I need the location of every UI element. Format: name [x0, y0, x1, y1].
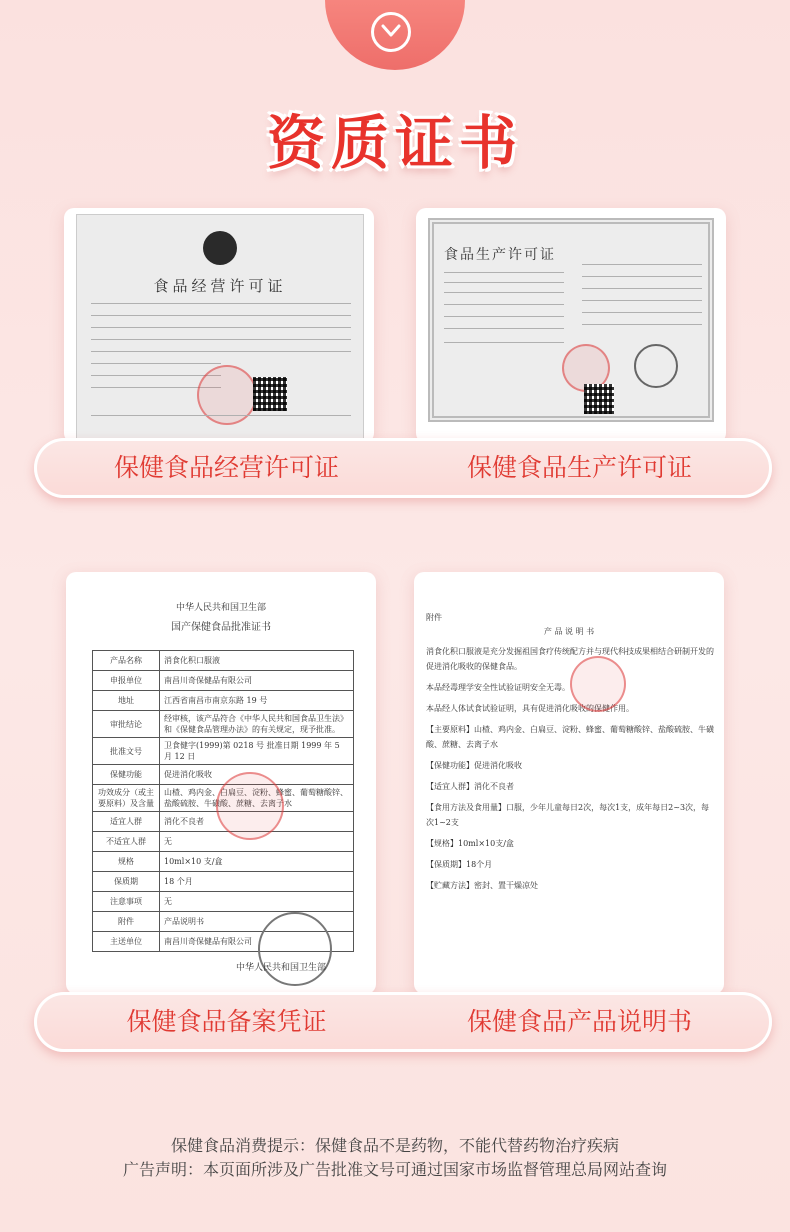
filing-certificate-label: 保健食品备案凭证	[126, 1007, 327, 1036]
manual-paragraph: 【贮藏方法】密封、置干燥凉处	[426, 881, 538, 890]
row-value: 山楂、鸡内金、白扁豆、淀粉、蜂蜜、葡萄糖酸锌、盐酸硫胺、牛磺酸、蔗糖、去离子水	[160, 785, 354, 812]
row-value: 产品说明书	[160, 912, 354, 932]
table-row	[93, 832, 354, 852]
table-row	[93, 852, 354, 872]
table-row	[93, 872, 354, 892]
row-label: 功效成分（或主要原料）及含量	[93, 785, 160, 812]
business-license-image	[64, 208, 374, 443]
row-value: 卫食健字(1999)第 0218 号 批准日期 1999 年 5 月 12 日	[160, 738, 354, 765]
product-manual-label: 保健食品产品说明书	[466, 1007, 692, 1036]
production-license-label: 保健食品生产许可证	[466, 453, 692, 482]
label-bar-row2	[34, 992, 772, 1052]
row-value: 18 个月	[160, 872, 354, 892]
product-manual-image	[414, 572, 724, 994]
row-label: 附件	[93, 912, 160, 932]
row-value: 经审核，该产品符合《中华人民共和国食品卫生法》和《保健食品管理办法》的有关规定，现予批准。	[160, 711, 354, 738]
cert-title: 食品经营许可证	[153, 277, 287, 295]
manual-paragraph: 【主要原料】山楂、鸡内金、白扁豆、淀粉、蜂蜜、葡萄糖酸锌、盐酸硫胺、牛磺酸、蔗糖、去离子水	[426, 725, 714, 749]
row-label: 批准文号	[93, 738, 160, 765]
label-bar-row1	[34, 438, 772, 498]
row-value: 促进消化吸收	[160, 765, 354, 785]
table-row	[93, 892, 354, 912]
red-seal	[216, 772, 284, 840]
row-value: 南昌川奇保健品有限公司	[160, 932, 354, 952]
qr-code	[253, 377, 287, 411]
manual-paragraph: 消食化积口服液是充分发掘祖国食疗传统配方并与现代科技成果相结合研制开发的促进消化吸收的保健食品。	[426, 647, 714, 671]
production-license-image	[416, 208, 726, 443]
row-label: 适宜人群	[93, 812, 160, 832]
row-label: 保健功能	[93, 765, 160, 785]
emblem-icon	[203, 231, 237, 265]
table-row	[93, 691, 354, 711]
manual-paragraph: 【保健功能】促进消化吸收	[426, 761, 522, 770]
row-label: 申报单位	[93, 671, 160, 691]
attachment-label: 附件	[426, 613, 442, 622]
table-row	[93, 765, 354, 785]
row-value: 无	[160, 832, 354, 852]
chevron-down-icon	[371, 12, 411, 52]
row-label: 注意事项	[93, 892, 160, 912]
filing-certificate-image	[66, 572, 376, 994]
section-title: 资质证书	[266, 109, 523, 177]
ad-statement: 广告声明：本页面所涉及广告批准文号可通过国家市场监督管理总局网站查询	[122, 1160, 667, 1179]
row-value: 南昌川奇保健品有限公司	[160, 671, 354, 691]
manual-paragraph: 本品经人体试食试验证明，具有促进消化吸收的保健作用。	[426, 704, 634, 713]
row-value: 消化不良者	[160, 812, 354, 832]
cert-issuer: 中华人民共和国卫生部	[175, 603, 266, 613]
row-value: 无	[160, 892, 354, 912]
row-label: 主送单位	[93, 932, 160, 952]
row-value: 10ml×10 支/盒	[160, 852, 354, 872]
row-label: 不适宜人群	[93, 832, 160, 852]
row-label: 保质期	[93, 872, 160, 892]
qr-code	[584, 384, 614, 414]
manual-paragraph: 【规格】10ml×10支/盒	[426, 839, 514, 848]
cert-title: 国产保健食品批准证书	[171, 622, 271, 633]
table-row	[93, 671, 354, 691]
manual-paragraph: 本品经毒理学安全性试验证明安全无毒。	[426, 683, 570, 692]
row-value: 消食化积口服液	[160, 651, 354, 671]
table-row	[93, 651, 354, 671]
manual-paragraph: 【保质期】18个月	[426, 860, 493, 869]
manual-paragraph: 【食用方法及食用量】口服，少年儿童每日2次，每次1支，成年每日2~3次，每次1~2支	[426, 803, 710, 827]
table-row	[93, 738, 354, 765]
row-value: 江西省南昌市南京东路 19 号	[160, 691, 354, 711]
manual-title: 产 品 说 明 书	[543, 627, 595, 636]
row-label: 规格	[93, 852, 160, 872]
row-label: 产品名称	[93, 651, 160, 671]
manual-paragraph: 【适宜人群】消化不良者	[426, 782, 514, 791]
table-row	[93, 711, 354, 738]
seal-text: 中华人民共和国卫生部	[236, 963, 327, 973]
cert-title: 食品生产许可证	[444, 247, 556, 263]
seal	[258, 912, 332, 986]
consumer-notice: 保健食品消费提示：保健食品不是药物，不能代替药物治疗疾病	[170, 1136, 619, 1155]
row-label: 地址	[93, 691, 160, 711]
business-license-label: 保健食品经营许可证	[113, 453, 339, 482]
red-seal	[570, 656, 626, 712]
row-label: 审批结论	[93, 711, 160, 738]
